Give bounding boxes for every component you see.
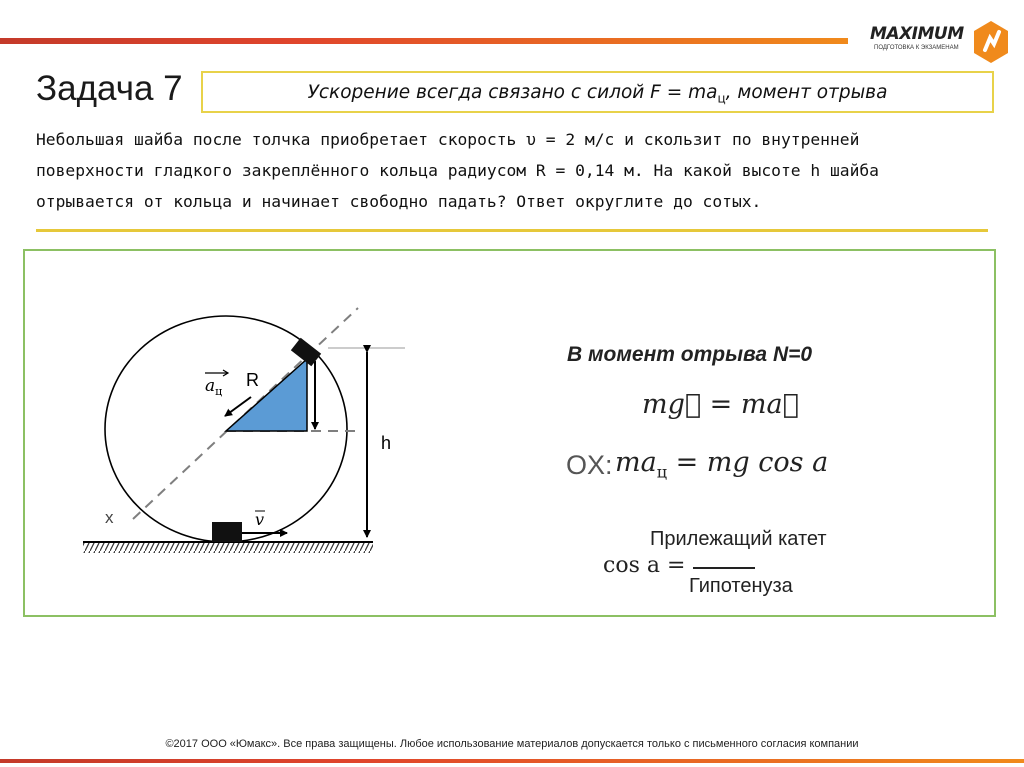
ring-diagram bbox=[25, 251, 405, 571]
label-a: $a_ц$ bbox=[205, 376, 223, 398]
puck-bottom bbox=[212, 522, 242, 542]
cos-label: cos a = bbox=[603, 553, 686, 578]
fraction-denominator: Гипотенуза bbox=[689, 575, 793, 597]
equation-projection: $ma_ц$ = mg cos a bbox=[615, 447, 829, 482]
ground-hatch bbox=[83, 543, 373, 553]
problem-line: Небольшая шайба после толчка приобретает скорость υ = 2 м/с и скользит по внутренней bbox=[36, 130, 860, 149]
fraction-numerator: Прилежащий катет bbox=[650, 528, 827, 550]
blue-triangle bbox=[226, 359, 307, 431]
hint-box bbox=[201, 71, 994, 113]
fraction-bar bbox=[693, 567, 755, 569]
problem-line: поверхности гладкого закреплённого кольца радиусом R = 0,14 м. На какой высоте h шайба bbox=[36, 161, 879, 180]
equation-newton: mg⃗ = ma⃗ bbox=[642, 389, 799, 420]
ox-axis-label: OX: bbox=[566, 450, 613, 480]
hint-text: Ускорение всегда связано с силой $F = ma_ц$, момент отрыва bbox=[307, 82, 888, 106]
logo-text: MAXIMUM bbox=[870, 24, 964, 44]
logo-subtitle: ПОДГОТОВКА К ЭКЗАМЕНАМ bbox=[874, 45, 959, 51]
label-R: R bbox=[246, 370, 259, 390]
task-title: Задача 7 bbox=[36, 69, 183, 108]
top-accent-line bbox=[0, 38, 848, 44]
problem-line: отрывается от кольца и начинает свободно падать? Ответ округлите до сотых. bbox=[36, 192, 762, 211]
bottom-accent-line bbox=[0, 759, 1024, 763]
puck-top bbox=[291, 338, 321, 367]
maximum-logo bbox=[870, 20, 1010, 68]
moment-condition: В момент отрыва N=0 bbox=[567, 343, 813, 366]
label-v: v bbox=[255, 510, 265, 529]
separator-line bbox=[36, 229, 988, 232]
copyright-footer: ©2017 ООО «Юмакс». Все права защищены. Любое использование материалов допускается только с письменного согласия компании bbox=[165, 738, 859, 750]
problem-statement bbox=[36, 124, 996, 217]
label-x: x bbox=[105, 508, 114, 527]
label-h: h bbox=[381, 433, 392, 453]
logo-mark-icon bbox=[973, 20, 1009, 64]
solution-panel bbox=[23, 249, 996, 617]
